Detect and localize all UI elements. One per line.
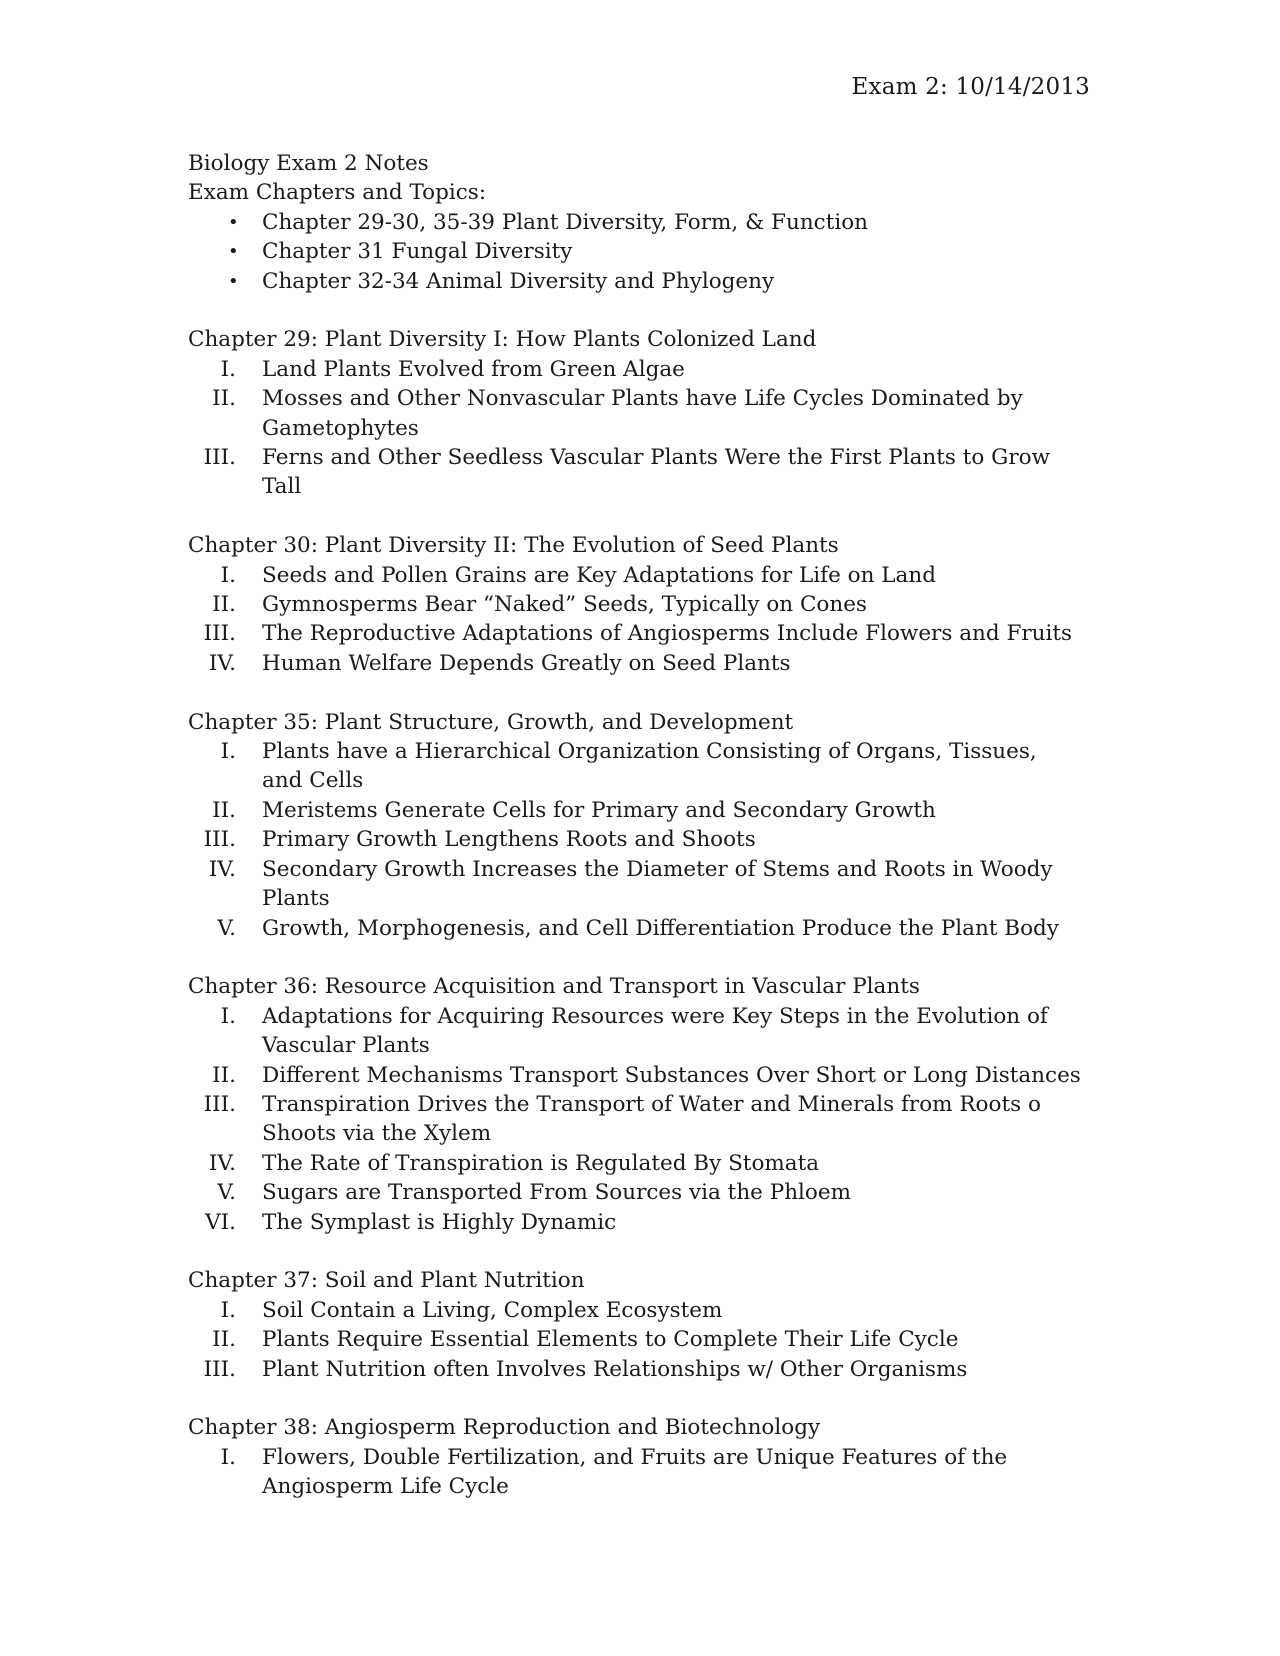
chapter-title: Chapter 36: Resource Acquisition and Transport in Vascular Plants [188, 974, 920, 1000]
section-item [188, 914, 1088, 943]
section-number: IV. [208, 856, 236, 882]
section-number: I. [220, 562, 236, 588]
chapter-title: Chapter 29: Plant Diversity I: How Plants Colonized Land [188, 327, 817, 353]
section-number: III. [203, 827, 236, 853]
section-number: VI. [205, 1209, 236, 1235]
chapter-38 [188, 1413, 1088, 1501]
section-item [188, 737, 1088, 796]
section-text: Human Welfare Depends Greatly on Seed Plants [262, 650, 791, 676]
document-title: Biology Exam 2 Notes [188, 151, 429, 176]
page-header-exam-date: Exam 2: 10/14/2013 [851, 74, 1090, 100]
section-text: Adaptations for Acquiring Resources were Key Steps in the Evolution of Vascular Plants [262, 1003, 1048, 1059]
section-text: Plants have a Hierarchical Organization Consisting of Organs, Tissues, and Cells [262, 739, 1037, 794]
section-text: Sugars are Transported From Sources via the Phloem [262, 1180, 851, 1206]
section-text: The Rate of Transpiration is Regulated By Stomata [262, 1150, 820, 1176]
section-item [188, 561, 1088, 590]
section-number: I. [220, 1003, 236, 1029]
section-item [188, 590, 1088, 619]
section-item [188, 443, 1088, 502]
topic-item: • Chapter 31 Fungal Diversity [188, 237, 1088, 266]
section-item [188, 619, 1088, 648]
topic-item: • Chapter 32-34 Animal Diversity and Phylogeny [188, 267, 1088, 296]
chapter-37 [188, 1266, 1088, 1384]
section-number: III. [203, 445, 236, 471]
section-text: The Reproductive Adaptations of Angiosperms Include Flowers and Fruits [262, 621, 1073, 647]
topic-item: • Chapter 29-30, 35-39 Plant Diversity, Form, & Function [188, 208, 1088, 237]
section-number: V. [217, 915, 236, 941]
section-item [188, 855, 1088, 914]
section-list [188, 355, 1088, 502]
section-text: Mosses and Other Nonvascular Plants have Life Cycles Dominated by Gametophytes [262, 386, 1023, 441]
section-list [188, 737, 1088, 943]
section-text: Transpiration Drives the Transport of Water and Minerals from Roots o Shoots via the Xylem [262, 1091, 1041, 1147]
section-item [188, 825, 1088, 854]
section-item [188, 384, 1088, 443]
section-text: Secondary Growth Increases the Diameter of Stems and Roots in Woody Plants [262, 856, 1053, 912]
section-item [188, 1178, 1088, 1207]
chapter-title: Chapter 30: Plant Diversity II: The Evolution of Seed Plants [188, 533, 839, 559]
bullet-icon: • [228, 270, 239, 292]
section-number: I. [220, 1297, 236, 1323]
section-text: Seeds and Pollen Grains are Key Adaptations for Life on Land [262, 562, 936, 588]
section-list [188, 1443, 1088, 1502]
section-number: I. [220, 1444, 236, 1470]
section-number: II. [212, 592, 236, 618]
section-item [188, 1208, 1088, 1237]
section-item [188, 1325, 1088, 1354]
section-text: Plants Require Essential Elements to Complete Their Life Cycle [262, 1327, 959, 1353]
section-text: Different Mechanisms Transport Substances Over Short or Long Distances [262, 1062, 1081, 1088]
chapter-30 [188, 531, 1088, 678]
chapter-36 [188, 972, 1088, 1237]
section-text: Ferns and Other Seedless Vascular Plants Were the First Plants to Grow Tall [262, 445, 1050, 500]
section-list [188, 561, 1088, 679]
section-number: III. [203, 1356, 236, 1382]
section-text: Gymnosperms Bear “Naked” Seeds, Typically on Cones [262, 592, 867, 618]
section-list [188, 1002, 1088, 1237]
section-number: III. [203, 1091, 236, 1117]
section-number: II. [212, 1062, 236, 1088]
topics-list [188, 208, 1088, 296]
section-text: Land Plants Evolved from Green Algae [262, 356, 685, 382]
section-item [188, 649, 1088, 678]
document-body [188, 149, 1088, 1502]
section-item [188, 1002, 1088, 1061]
section-item [188, 1355, 1088, 1384]
section-item [188, 1443, 1088, 1502]
topics-heading: Exam Chapters and Topics: [188, 180, 487, 206]
chapter-title: Chapter 35: Plant Structure, Growth, and Development [188, 709, 794, 735]
section-number: II. [212, 1327, 236, 1353]
chapter-35 [188, 708, 1088, 943]
section-number: V. [217, 1180, 236, 1206]
section-number: III. [203, 621, 236, 647]
section-text: Soil Contain a Living, Complex Ecosystem [262, 1297, 723, 1323]
section-item [188, 1061, 1088, 1090]
section-text: Flowers, Double Fertilization, and Fruits are Unique Features of the Angiosperm Life Cycle [262, 1444, 1008, 1500]
section-item [188, 355, 1088, 384]
section-number: II. [212, 797, 236, 823]
bullet-icon: • [228, 211, 239, 233]
section-list [188, 1296, 1088, 1384]
section-number: IV. [208, 1150, 236, 1176]
bullet-icon: • [228, 241, 239, 263]
section-number: I. [220, 356, 236, 382]
section-text: Primary Growth Lengthens Roots and Shoots [262, 827, 756, 853]
section-item [188, 796, 1088, 825]
section-text: The Symplast is Highly Dynamic [262, 1209, 617, 1235]
section-number: I. [220, 739, 236, 765]
section-text: Plant Nutrition often Involves Relationships w/ Other Organisms [262, 1356, 968, 1382]
section-item [188, 1090, 1088, 1149]
chapter-29 [188, 325, 1088, 501]
section-item [188, 1296, 1088, 1325]
section-text: Growth, Morphogenesis, and Cell Differentiation Produce the Plant Body [262, 915, 1059, 941]
section-item [188, 1149, 1088, 1178]
section-text: Meristems Generate Cells for Primary and Secondary Growth [262, 797, 936, 823]
section-number: IV. [208, 650, 236, 676]
chapter-title: Chapter 37: Soil and Plant Nutrition [188, 1268, 585, 1294]
chapter-title: Chapter 38: Angiosperm Reproduction and Biotechnology [188, 1415, 821, 1441]
section-number: II. [212, 386, 236, 412]
